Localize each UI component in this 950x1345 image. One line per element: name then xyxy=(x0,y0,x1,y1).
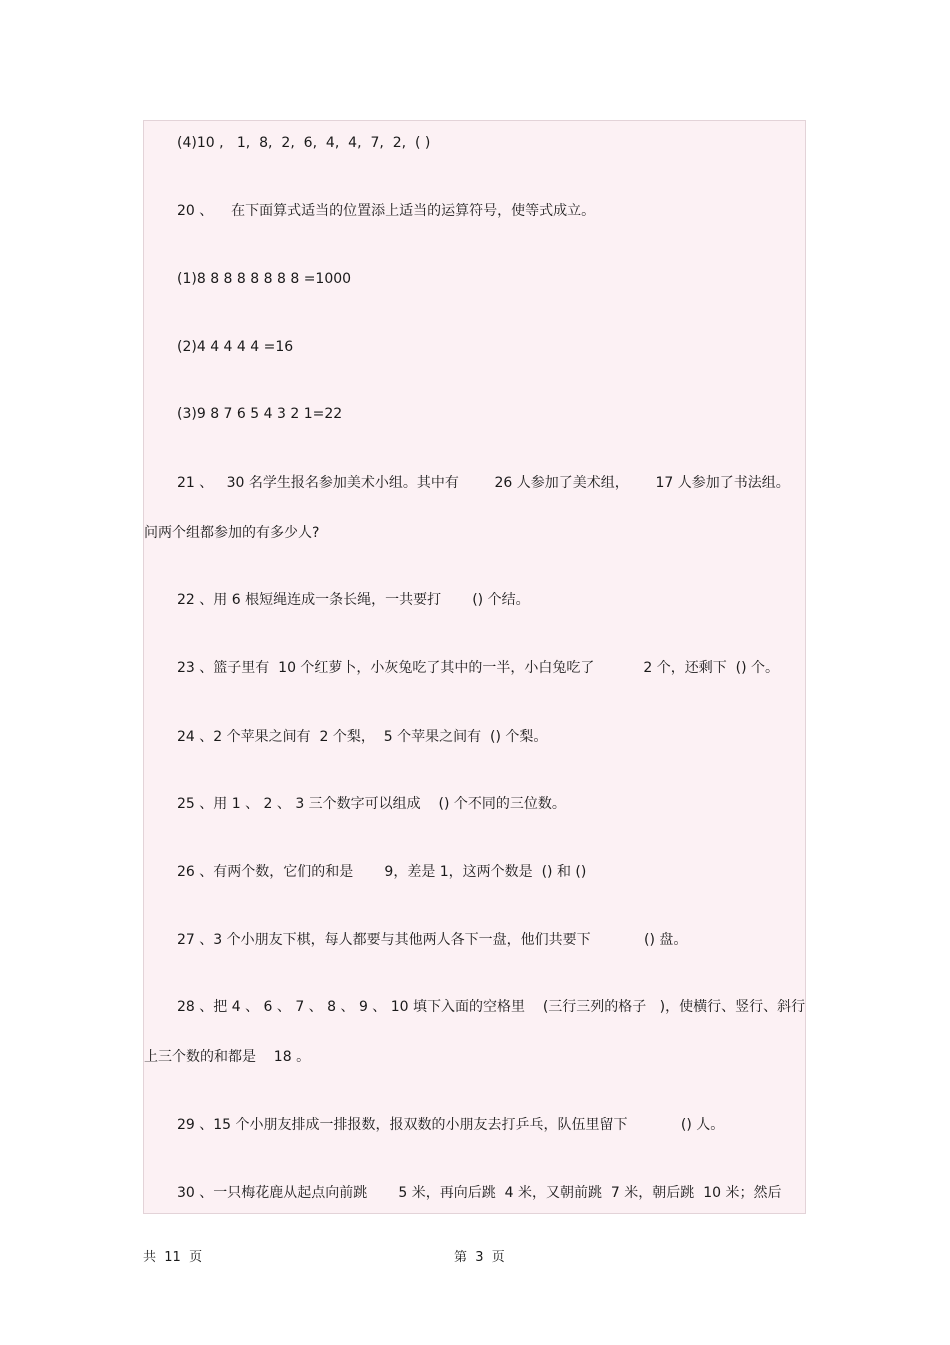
question-24: 24 、2 个苹果之间有 2 个梨， 5 个苹果之间有 () 个梨。 xyxy=(177,729,548,745)
question-28-line-1: 28 、把 4 、 6 、 7 、 8 、 9 、 10 填下入面的空格里 (三行三列的格子 )，使横行、竖行、斜行 xyxy=(177,999,806,1015)
question-28-line-2: 上三个数的和都是 18 。 xyxy=(144,1049,311,1065)
question-20-part-1: (1)8 8 8 8 8 8 8 8 =1000 xyxy=(177,271,352,287)
question-30-line-1: 30 、一只梅花鹿从起点向前跳 5 米，再向后跳 4 米，又朝前跳 7 米，朝后跳 10 米；然后 xyxy=(177,1185,782,1201)
question-25: 25 、用 1 、 2 、 3 三个数字可以组成 () 个不同的三位数。 xyxy=(177,796,566,812)
question-20-part-2: (2)4 4 4 4 4 =16 xyxy=(177,339,294,355)
footer-total-pages: 共 11 页 xyxy=(143,1250,203,1265)
question-26: 26 、有两个数，它们的和是 9，差是 1，这两个数是 () 和 () xyxy=(177,864,587,880)
question-20-part-3: (3)9 8 7 6 5 4 3 2 1=22 xyxy=(177,406,343,422)
question-20-prompt: 20 、 在下面算式适当的位置添上适当的运算符号，使等式成立。 xyxy=(177,203,596,219)
question-23: 23 、篮子里有 10 个红萝卜，小灰兔吃了其中的一半，小白兔吃了 2 个，还剩下 () 个。 xyxy=(177,660,780,676)
question-19-part-4: (4)10 , 1, 8, 2, 6, 4, 4, 7, 2, ( ) xyxy=(177,135,431,151)
question-29: 29 、15 个小朋友排成一排报数，报双数的小朋友去打乒乓，队伍里留下 () 人。 xyxy=(177,1117,725,1133)
question-21-line-2: 问两个组都参加的有多少人? xyxy=(144,525,320,541)
question-22: 22 、用 6 根短绳连成一条长绳，一共要打 () 个结。 xyxy=(177,592,530,608)
question-21-line-1: 21 、 30 名学生报名参加美术小组。其中有 26 人参加了美术组， 17 人参加了书法组。 xyxy=(177,475,790,491)
footer-current-page: 第 3 页 xyxy=(454,1250,505,1265)
question-27: 27 、3 个小朋友下棋，每人都要与其他两人各下一盘，他们共要下 () 盘。 xyxy=(177,932,688,948)
